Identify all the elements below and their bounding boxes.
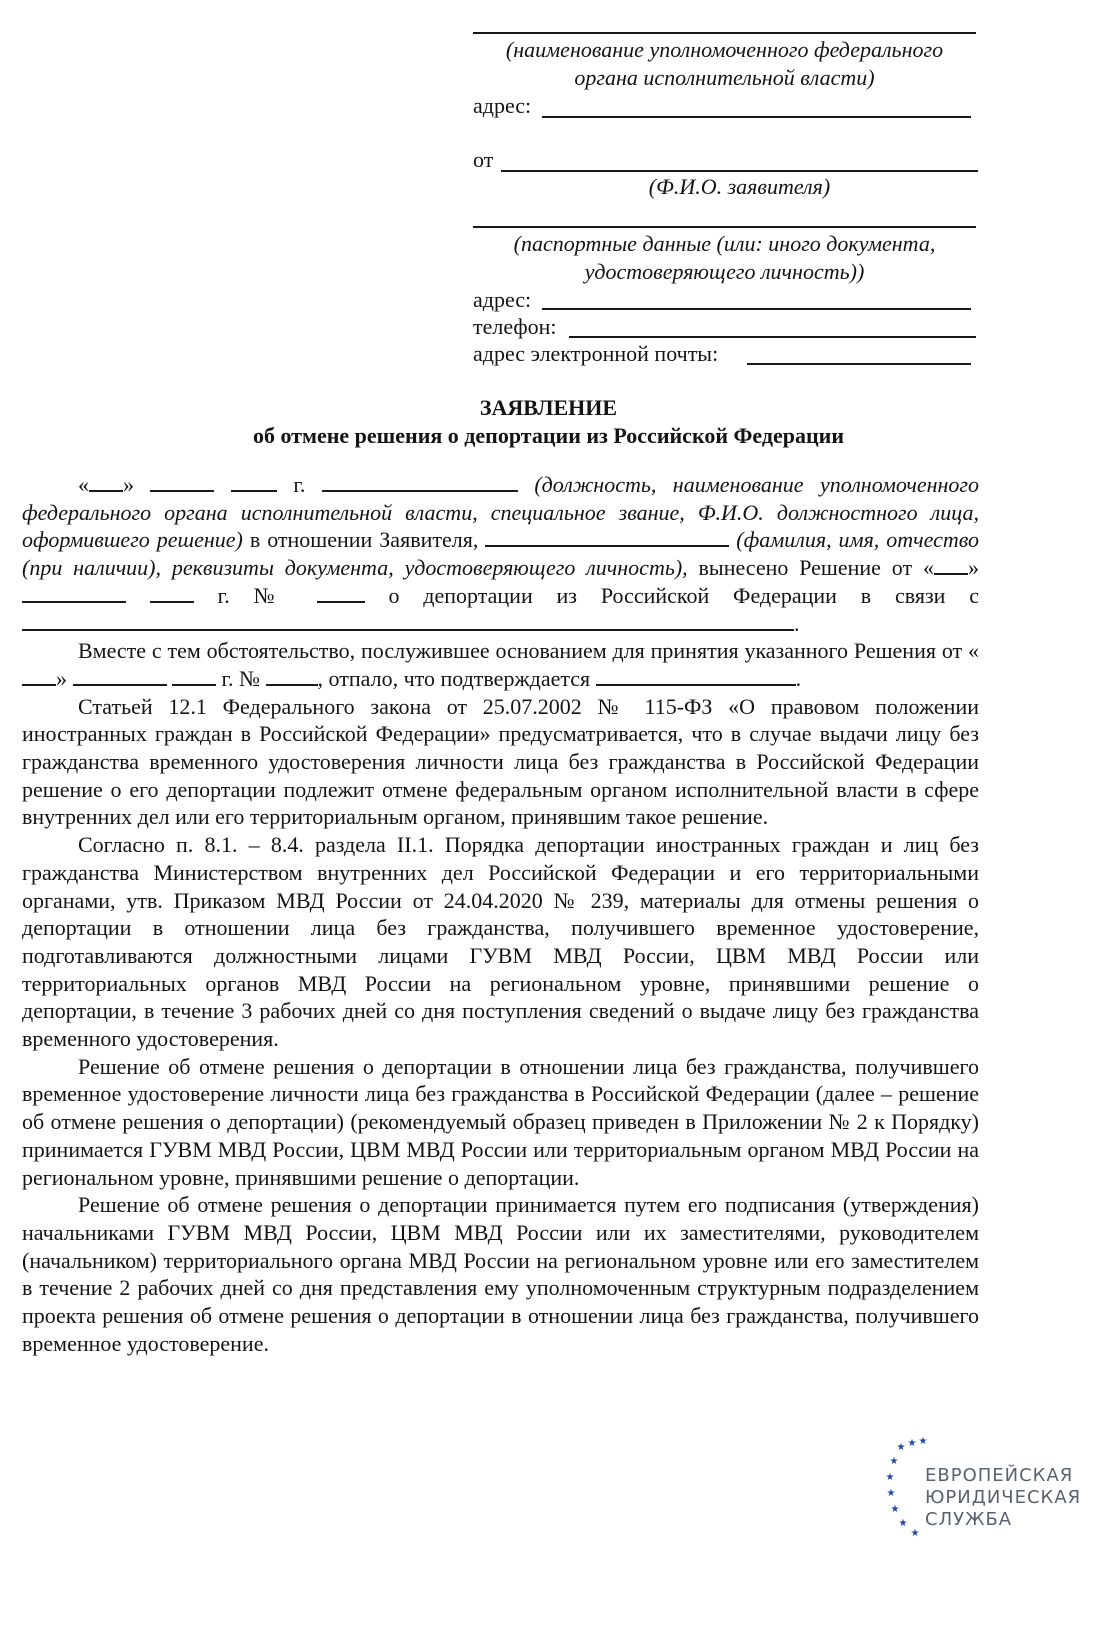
star-icon: ★ xyxy=(890,1504,900,1515)
passport-line[interactable] xyxy=(473,226,976,228)
authority-line xyxy=(473,32,976,34)
decision2-day-blank[interactable] xyxy=(22,666,56,686)
from-line[interactable] xyxy=(501,170,978,172)
passport-caption-line1: (паспортные данные (или: иного документа, xyxy=(513,231,936,256)
decision-day-blank[interactable] xyxy=(934,555,968,575)
document-title: ЗАЯВЛЕНИЕ xyxy=(479,395,618,420)
paragraph-2: Вместе с тем обстоятельство, послужившее основанием для принятия указанного Решения от «» г. № , отпало, что подтверждается . xyxy=(22,637,979,692)
address2-label: адрес: xyxy=(473,287,532,312)
star-icon: ★ xyxy=(918,1436,928,1447)
passport-caption-line2: удостоверяющего личность)) xyxy=(584,259,865,284)
day-blank[interactable] xyxy=(89,472,123,492)
address-label: адрес: xyxy=(473,93,532,118)
document-body xyxy=(22,471,979,1358)
month-blank[interactable] xyxy=(150,472,214,492)
decision-number-blank[interactable] xyxy=(317,583,365,603)
star-icon: ★ xyxy=(910,1528,920,1539)
authority-caption-line1: (наименование уполномоченного федерального xyxy=(505,37,944,62)
star-icon: ★ xyxy=(907,1438,917,1449)
authority-caption-line2: органа исполнительной власти) xyxy=(574,65,875,90)
email-label: адрес электронной почты: xyxy=(473,341,719,366)
phone-line[interactable] xyxy=(569,336,976,338)
number-blank[interactable] xyxy=(322,472,518,492)
star-icon: ★ xyxy=(889,1456,899,1467)
paragraph-4: Согласно п. 8.1. – 8.4. раздела II.1. Порядка депортации иностранных граждан и лиц без гражданства Министерством внутренних дел Российской Федерации и его территориальными органами, утв. Приказом МВД России от 24.04.2020 № 239, материалы для отмены решения о депортации в отношении лица без гражданства, получившего временное удостоверение, подготавливаются должностными лицами ГУВМ МВД России, ЦВМ МВД России или территориальных органов МВД России на региональном уровне, принявшими решение о депортации, в течение 3 рабочих дней со дня поступления сведений о выдаче лицу без гражданства временного удостоверения. xyxy=(22,832,979,1052)
reason-blank[interactable] xyxy=(22,611,794,631)
address2-line[interactable] xyxy=(542,308,971,310)
paragraph-3: Статьей 12.1 Федерального закона от 25.07.2002 № 115-ФЗ «О правовом положении иностранных граждан в Российской Федерации» предусматривается, что в случае выдачи лицу без гражданства временного удостоверения личности лица без гражданства в Российской Федерации решение о его депортации подлежит отмене федеральным органом исполнительной власти в сфере внутренних дел или его территориальным органом, принявшим такое решение. xyxy=(22,693,979,830)
paragraph-5: Решение об отмене решения о депортации в отношении лица без гражданства, получившего временное удостоверение личности лица без гражданства в Российской Федерации (далее – решение об отмене решения о депортации) (рекомендуемый образец приведен в Приложении № 2 к Порядку) принимается ГУВМ МВД России, ЦВМ МВД России или территориальным органом МВД России на региональном уровне, принявшими решение о депортации. xyxy=(22,1053,979,1190)
logo-line-3: СЛУЖБА xyxy=(925,1509,1013,1530)
paragraph-1: « » г. (должность, наименование уполномоченного федерального органа исполнительной власти, специальное звание, Ф.И.О. должностного лица, оформившего решение) в отношении Заявителя, (фамилия, имя, отчество (при наличии), реквизиты документа, удостоверяющего личность), вынесено Решение от « » г. № о депортации из Российской Федерации в связи с . xyxy=(22,472,980,636)
paragraph-6: Решение об отмене решения о депортации принимается путем его подписания (утверждения) начальниками ГУВМ МВД России, ЦВМ МВД России или их заместителями, руководителем (начальником) территориального органа МВД России на региональном уровне или его заместителем в течение 2 рабочих дней со дня представления ему уполномоченным структурным подразделением проекта решения об отмене решения о депортации в отношении лица без гражданства, получившего временное удостоверение. xyxy=(22,1192,979,1356)
star-icon: ★ xyxy=(885,1472,895,1483)
decision2-year-blank[interactable] xyxy=(172,666,216,686)
fio-caption: (Ф.И.О. заявителя) xyxy=(648,174,831,199)
decision-year-blank[interactable] xyxy=(150,583,194,603)
decision-month-blank[interactable] xyxy=(22,583,126,603)
logo-line-1: ЕВРОПЕЙСКАЯ xyxy=(925,1465,1074,1486)
stars-arc-icon xyxy=(885,1436,928,1548)
star-icon: ★ xyxy=(898,1518,908,1529)
decision2-number-blank[interactable] xyxy=(266,666,318,686)
document-subtitle: об отмене решения о депортации из Российской Федерации xyxy=(252,423,845,448)
applicant-blank[interactable] xyxy=(485,527,729,547)
star-icon: ★ xyxy=(886,1488,896,1499)
address-line[interactable] xyxy=(542,116,971,118)
phone-label: телефон: xyxy=(473,314,557,339)
company-logo xyxy=(885,1436,1082,1548)
confirmation-blank[interactable] xyxy=(596,666,796,686)
year-blank[interactable] xyxy=(231,472,277,492)
star-icon: ★ xyxy=(896,1442,906,1453)
from-label: от xyxy=(473,147,494,172)
decision2-month-blank[interactable] xyxy=(73,666,167,686)
logo-line-2: ЮРИДИЧЕСКАЯ xyxy=(925,1487,1082,1508)
email-line[interactable] xyxy=(747,363,971,365)
